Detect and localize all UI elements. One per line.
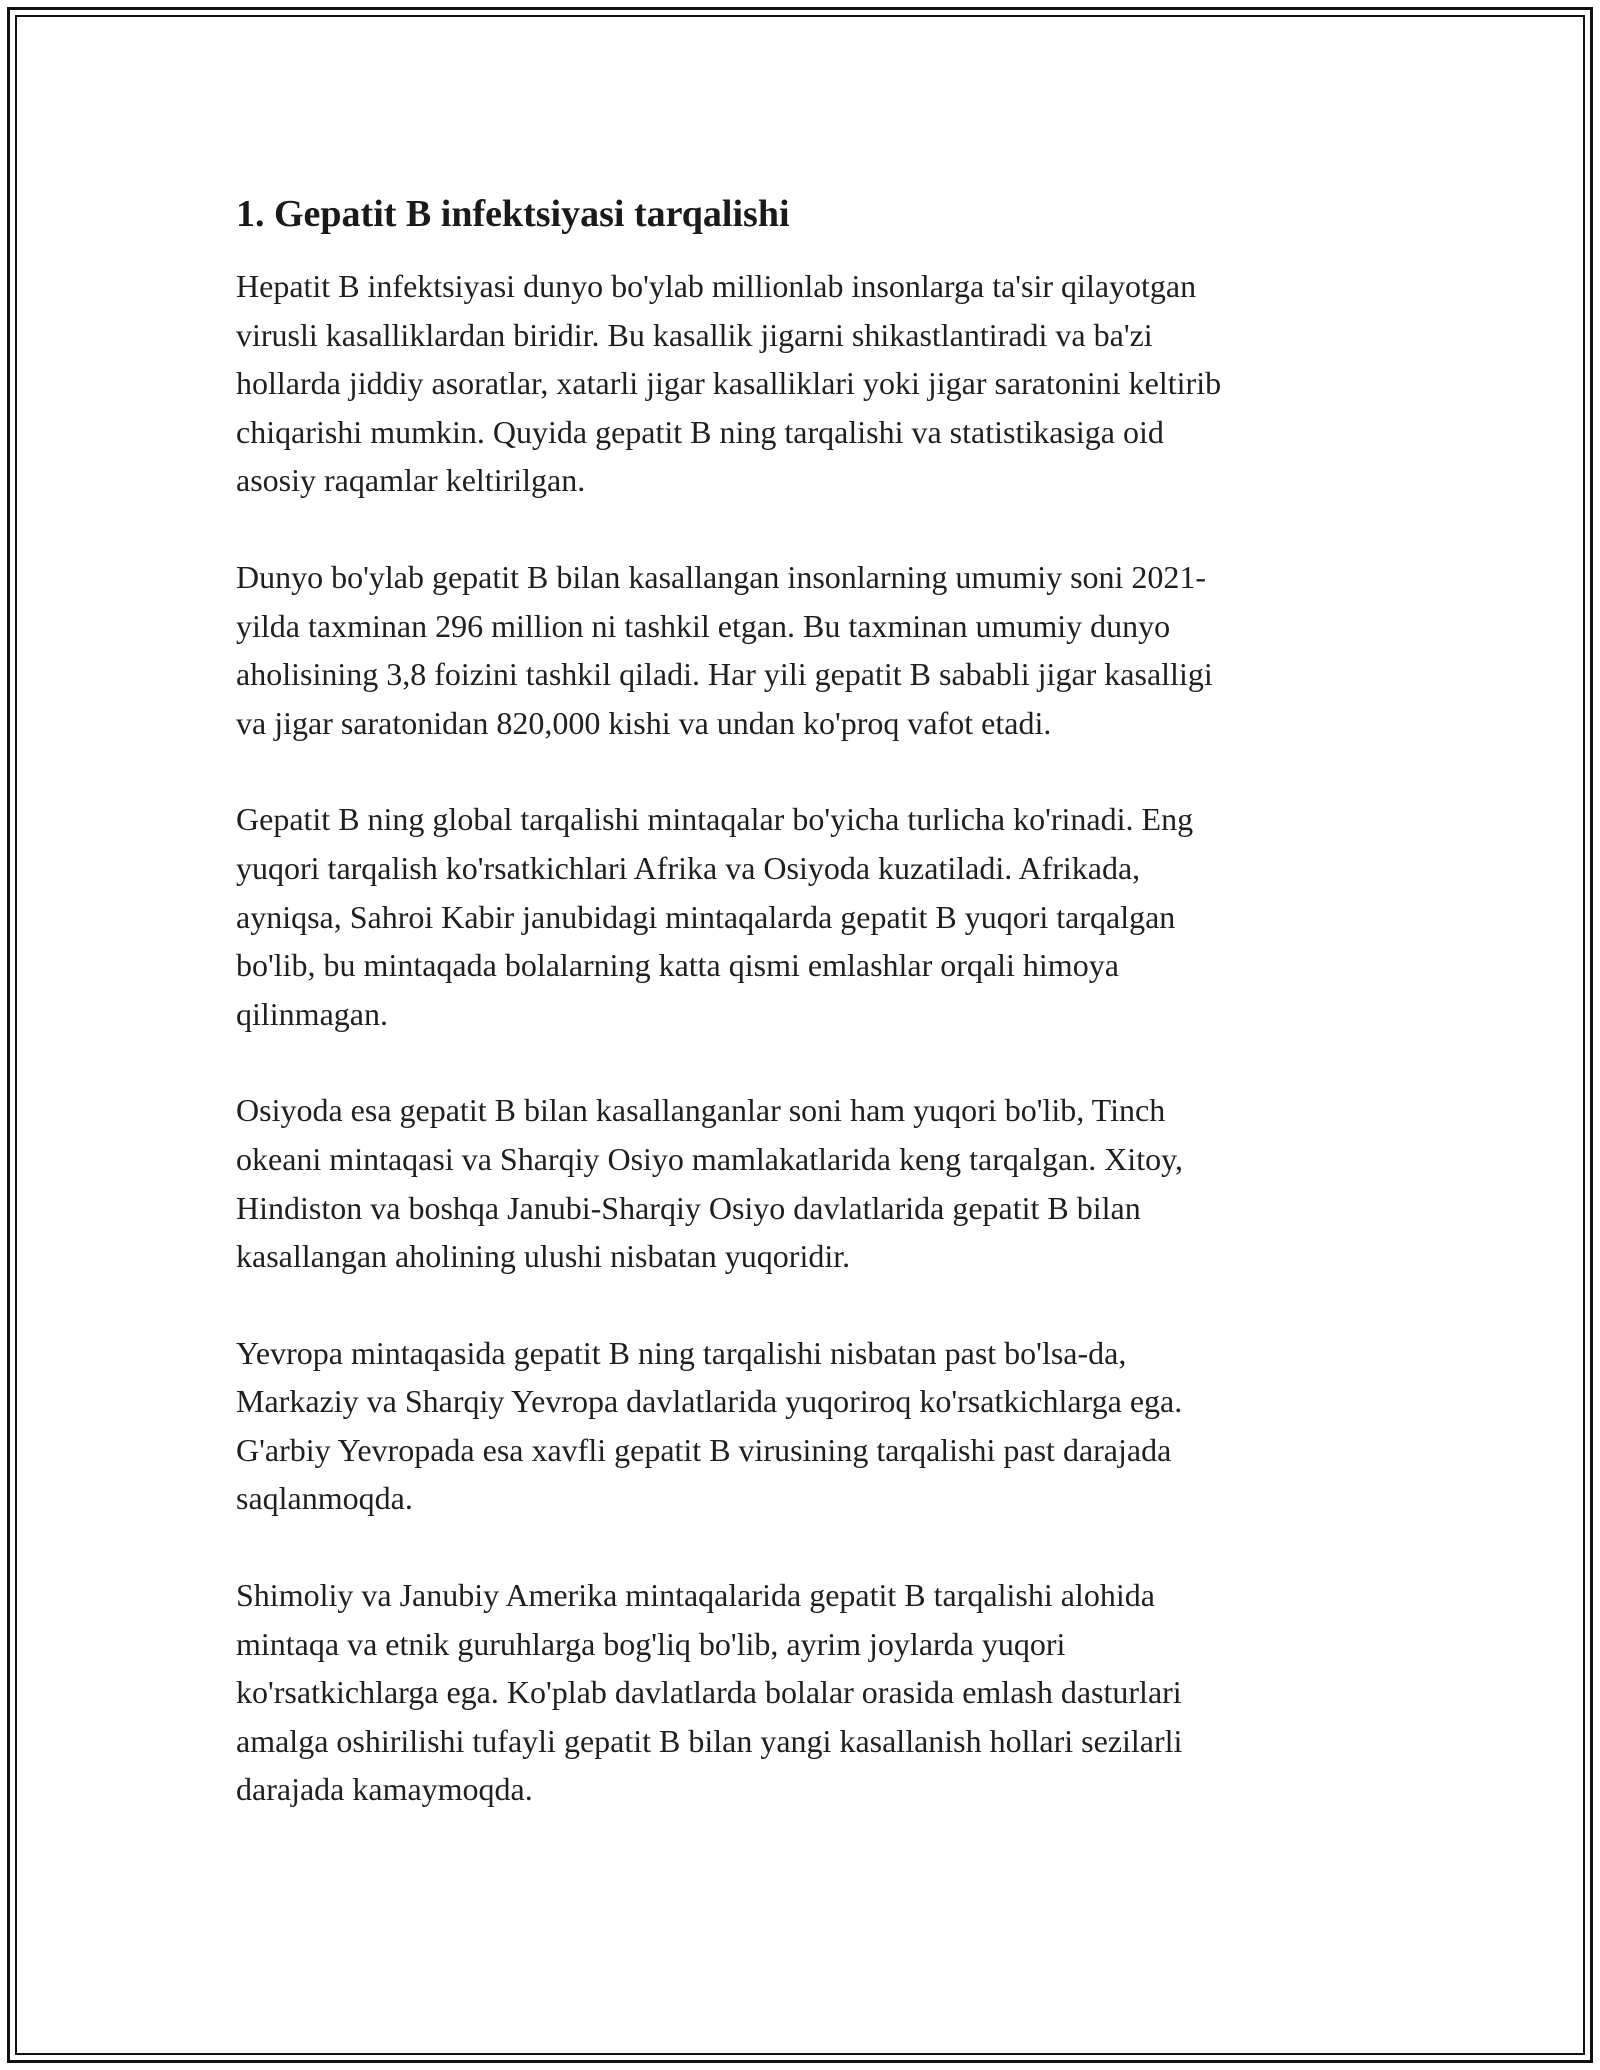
text-line: chiqarishi mumkin. Quyida gepatit B ning tarqalishi va statistikasiga oid <box>236 413 1164 450</box>
text-line: bo'lib, bu mintaqada bolalarning katta qismi emlashlar orqali himoya <box>236 947 1119 984</box>
text-line: yilda taxminan 296 million ni tashkil etgan. Bu taxminan umumiy dunyo <box>236 607 1171 644</box>
paragraph-intro <box>236 262 1376 505</box>
text-line: Markaziy va Sharqiy Yevropa davlatlarida yuqoriroq ko'rsatkichlarga ega. <box>236 1383 1183 1420</box>
text-line: mintaqa va etnik guruhlarga bog'liq bo'lib, ayrim joylarda yuqori <box>236 1625 1066 1662</box>
text-line: Gepatit B ning global tarqalishi mintaqalar bo'yicha turlicha ko'rinadi. Eng <box>236 801 1194 838</box>
text-line: Hindiston va boshqa Janubi-Sharqiy Osiyo davlatlarida gepatit B bilan <box>236 1189 1141 1226</box>
text-line: virusli kasalliklardan biridir. Bu kasallik jigarni shikastlantiradi va ba'zi <box>236 316 1153 353</box>
paragraph-asia <box>236 1086 1376 1280</box>
text-line: G'arbiy Yevropada esa xavfli gepatit B virusining tarqalishi past darajada <box>236 1431 1172 1468</box>
document-body <box>236 188 1376 1862</box>
text-line: amalga oshirilishi tufayli gepatit B bilan yangi kasallanish hollari sezilarli <box>236 1722 1183 1759</box>
text-line: Osiyoda esa gepatit B bilan kasallanganlar soni ham yuqori bo'lib, Tinch <box>236 1092 1166 1129</box>
text-line: Yevropa mintaqasida gepatit B ning tarqalishi nisbatan past bo'lsa-da, <box>236 1334 1127 1371</box>
text-line: Hepatit B infektsiyasi dunyo bo'ylab millionlab insonlarga ta'sir qilayotgan <box>236 268 1197 304</box>
paragraph-americas <box>236 1571 1376 1814</box>
text-line: hollarda jiddiy asoratlar, xatarli jigar kasalliklari yoki jigar saratonini keltirib <box>236 365 1222 402</box>
text-line: saqlanmoqda. <box>236 1480 413 1517</box>
text-line: ko'rsatkichlarga ega. Ko'plab davlatlarda bolalar orasida emlash dasturlari <box>236 1674 1182 1711</box>
text-line: Dunyo bo'ylab gepatit B bilan kasallangan insonlarning umumiy soni 2021- <box>236 558 1207 595</box>
section-title: 1. Gepatit B infektsiyasi tarqalishi <box>236 193 790 235</box>
text-line: darajada kamaymoqda. <box>236 1771 533 1808</box>
paragraph-europe <box>236 1329 1376 1523</box>
text-line: aholisining 3,8 foizini tashkil qiladi. Har yili gepatit B sababli jigar kasalligi <box>236 656 1213 693</box>
text-line: Shimoliy va Janubiy Amerika mintaqalarida gepatit B tarqalishi alohida <box>236 1577 1155 1614</box>
text-line: qilinmagan. <box>236 995 388 1032</box>
paragraph-global-statistics <box>236 553 1376 747</box>
text-line: yuqori tarqalish ko'rsatkichlari Afrika va Osiyoda kuzatiladi. Afrikada, <box>236 849 1141 886</box>
paragraph-africa <box>236 795 1376 1038</box>
text-line: va jigar saratonidan 820,000 kishi va undan ko'proq vafot etadi. <box>236 704 1052 741</box>
text-line: asosiy raqamlar keltirilgan. <box>236 462 586 499</box>
text-line: kasallangan aholining ulushi nisbatan yuqoridir. <box>236 1238 851 1275</box>
text-line: ayniqsa, Sahroi Kabir janubidagi mintaqalarda gepatit B yuqori tarqalgan <box>236 898 1176 935</box>
text-line: okeani mintaqasi va Sharqiy Osiyo mamlakatlarida keng tarqalgan. Xitoy, <box>236 1140 1183 1177</box>
